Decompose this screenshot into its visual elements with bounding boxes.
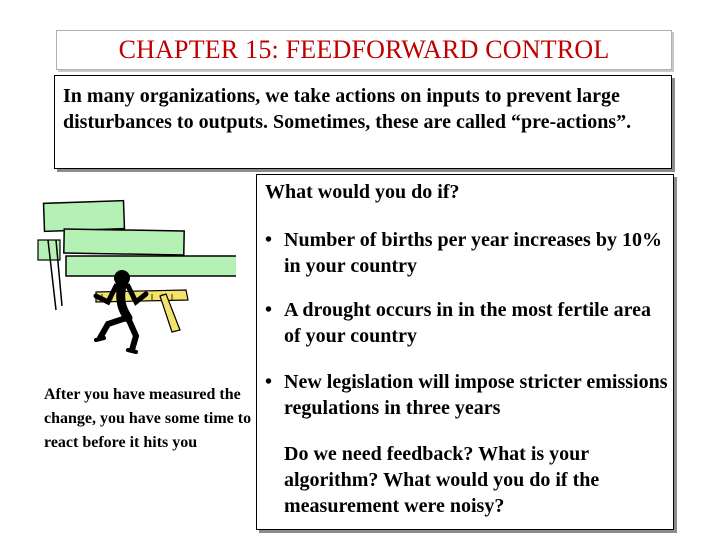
figure-holding-beam-icon [36, 190, 236, 360]
bullet-dot-icon: • [265, 229, 273, 251]
bullet-text: New legislation will impose stricter emissions regulations in three years [284, 371, 668, 419]
title-box [56, 30, 672, 70]
bullet-dot-icon: • [265, 371, 273, 393]
question-box [256, 174, 674, 530]
side-note: After you have measured the change, you have some time to react before it hits you [44, 386, 252, 451]
closing-text: Do we need feedback? What is your algorithm? What would you do if the measurement were noisy? [284, 443, 600, 517]
page-title: CHAPTER 15: FEEDFORWARD CONTROL [118, 35, 610, 64]
bullet-dot-icon: • [265, 299, 273, 321]
question-heading: What would you do if? [265, 181, 460, 203]
bullet-text: Number of births per year increases by 10% in your country [284, 229, 662, 277]
bullet-text: A drought occurs in in the most fertile area of your country [284, 299, 652, 347]
intro-text: In many organizations, we take actions on inputs to prevent large disturbances to outputs. Sometimes, these are called “pre-actions”. [63, 85, 632, 133]
intro-box [54, 75, 672, 169]
